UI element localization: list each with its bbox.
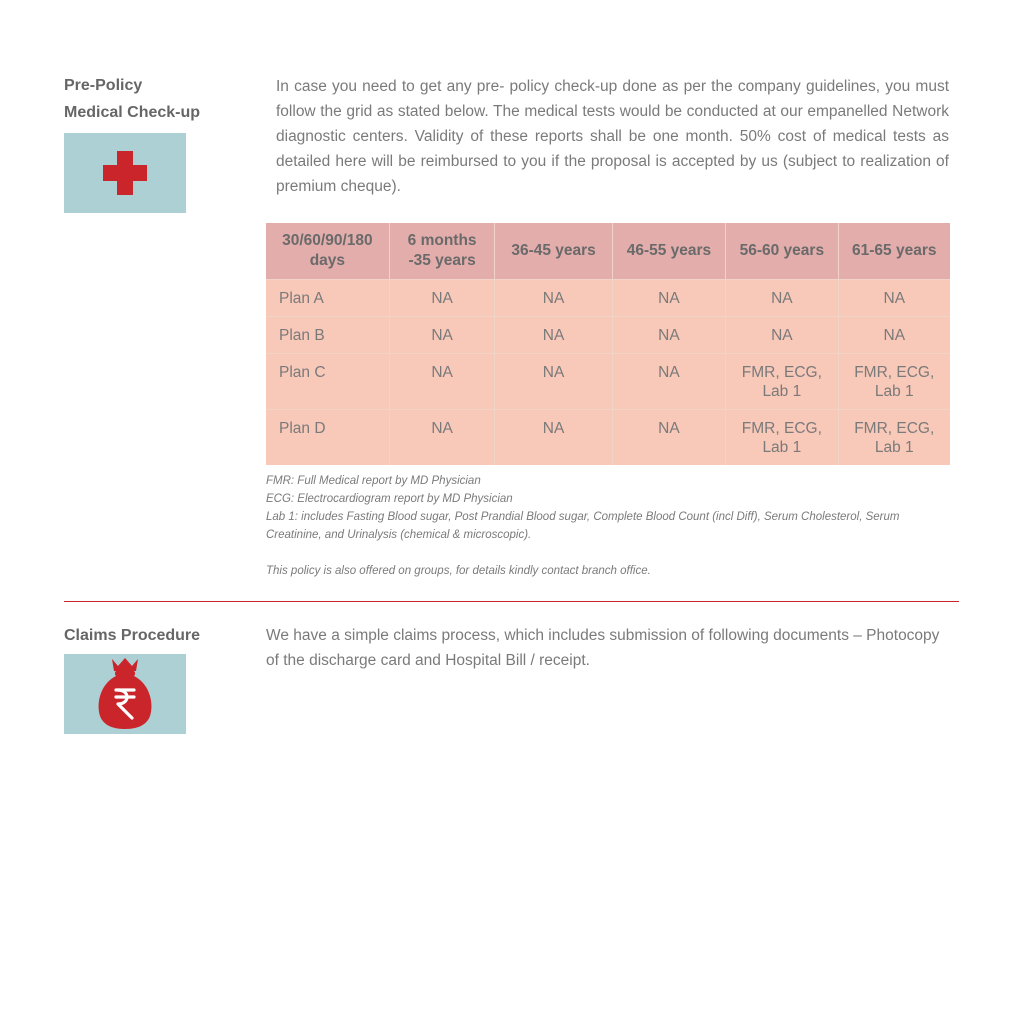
table-cell: Plan D <box>266 410 389 466</box>
section-label-line2: Medical Check-up <box>64 104 201 121</box>
table-cell: NA <box>838 317 950 354</box>
table-row <box>266 410 950 466</box>
policy-intro-text: In case you need to get any pre- policy check-up done as per the company guidelines, you must follow the grid as stated below. The medical tests would be conducted at our empanelled Network diagnostic centers. Validity of these reports shall be one month. 50% cost of medical tests as detailed here will be reimbursed to you if the proposal is accepted by us (subject to realization of premium cheque). <box>276 78 949 195</box>
table-row <box>266 317 950 354</box>
medical-grid-table <box>266 223 950 465</box>
medical-icon-box <box>64 133 186 213</box>
footnote-lab: Lab 1: includes Fasting Blood sugar, Post Prandial Blood sugar, Complete Blood Count (incl Diff), Serum Cholesterol, Serum Creatinine, and Urinalysis (chemical & microscopic). <box>266 511 900 541</box>
table-header-cell: 46-55 years <box>612 223 725 280</box>
table-header-cell: 36-45 years <box>495 223 612 280</box>
table-cell: FMR, ECG, Lab 1 <box>726 410 838 466</box>
table-cell: NA <box>495 354 612 410</box>
claims-icon-box <box>64 654 186 734</box>
table-cell: NA <box>389 354 495 410</box>
table-header-cell: 56-60 years <box>726 223 838 280</box>
table-cell: NA <box>495 317 612 354</box>
claims-text: We have a simple claims process, which includes submission of following documents – Photocopy of the discharge card and Hospital Bill / receipt. <box>266 627 940 669</box>
footnote-fmr: FMR: Full Medical report by MD Physician <box>266 475 481 487</box>
table-header-cell: 61-65 years <box>838 223 950 280</box>
rupee-money-bag-icon <box>64 654 186 734</box>
table-cell: NA <box>495 410 612 466</box>
table-cell: NA <box>612 317 725 354</box>
section-label-pre-policy <box>64 72 200 126</box>
table-cell: Plan B <box>266 317 389 354</box>
medical-cross-icon <box>64 133 186 213</box>
table-cell: FMR, ECG, Lab 1 <box>726 354 838 410</box>
table-header-row <box>266 223 950 280</box>
table-cell: FMR, ECG, Lab 1 <box>838 410 950 466</box>
table-footnotes <box>266 472 950 580</box>
section-label-claims: Claims Procedure <box>64 627 201 644</box>
table-cell: NA <box>389 280 495 317</box>
footnote-ecg: ECG: Electrocardiogram report by MD Physician <box>266 493 513 505</box>
table-cell: NA <box>612 410 725 466</box>
table-cell: FMR, ECG, Lab 1 <box>838 354 950 410</box>
table-row <box>266 354 950 410</box>
table-cell: NA <box>838 280 950 317</box>
table-cell: Plan A <box>266 280 389 317</box>
table-cell: NA <box>495 280 612 317</box>
table-cell: NA <box>389 410 495 466</box>
table-cell: NA <box>726 280 838 317</box>
table-cell: NA <box>612 280 725 317</box>
section-label-line1: Pre-Policy <box>64 77 143 94</box>
section-divider <box>64 601 959 602</box>
table-cell: NA <box>612 354 725 410</box>
table-row <box>266 280 950 317</box>
footnote-groups: This policy is also offered on groups, for details kindly contact branch office. <box>266 565 651 577</box>
table-cell: NA <box>726 317 838 354</box>
table-cell: NA <box>389 317 495 354</box>
table-header-cell: 30/60/90/180 days <box>266 223 389 280</box>
table-cell: Plan C <box>266 354 389 410</box>
table-header-cell: 6 months -35 years <box>389 223 495 280</box>
